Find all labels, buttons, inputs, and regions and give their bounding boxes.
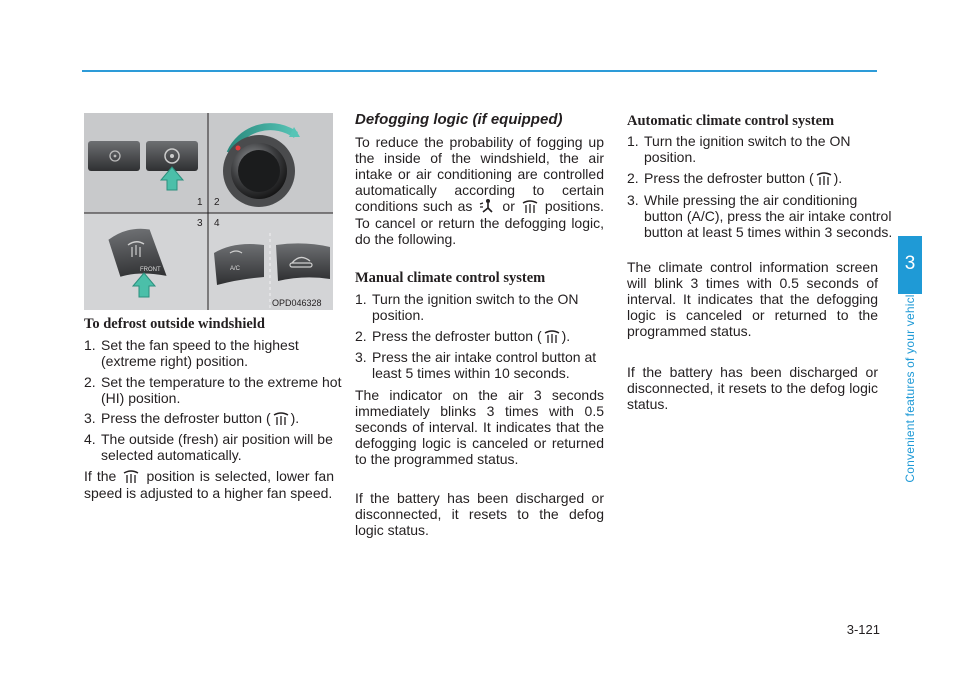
figure-illustration [84, 113, 333, 310]
figure-label-4: 4 [214, 218, 220, 229]
header-rule [82, 70, 877, 72]
front-defrost-icon [542, 328, 562, 345]
page-number: 3-121 [846, 622, 880, 637]
figure-label-3: 3 [197, 218, 203, 229]
front-defrost-icon [271, 410, 291, 427]
list-item: 1. Turn the ignition switch to the ON position. [355, 291, 579, 323]
list-item: 1. Turn the ignition switch to the ON position. [627, 133, 851, 165]
heading-defogging-logic: Defogging logic (if equipped) [355, 111, 563, 128]
front-defrost-icon [814, 170, 834, 187]
climate-control-figure [84, 113, 333, 310]
svg-text:FRONT: FRONT [140, 267, 161, 273]
fan-low-icon [88, 141, 140, 171]
list-item: 2. Press the defroster button ( ). [355, 328, 571, 344]
paragraph-fan-note: If the position is selected, lower fan speed is adjusted to a higher fan speed. [84, 468, 334, 501]
front-defrost-icon [121, 468, 141, 485]
heading-defrost-outside: To defrost outside windshield [84, 316, 265, 332]
figure-code: OPD046328 [272, 298, 322, 308]
list-item: 3. Press the defroster button ( ). [84, 410, 300, 426]
figure-label-2: 2 [214, 197, 220, 208]
list-item: 4. The outside (fresh) air position will be selected automatically. [84, 431, 333, 463]
figure-label-1: 1 [197, 197, 203, 208]
list-item: 2. Press the defroster button ( ). [627, 170, 843, 186]
chapter-title: Convenient features of your vehicle [903, 287, 917, 483]
list-item: 3. While pressing the air conditioning button (A/C), press the air intake control button at least 5 times within 3 seconds. [627, 192, 893, 240]
paragraph-indicator: The indicator on the air 3 seconds immediately blinks 3 times with 0.5 seconds of interval. It indicates that the defogging logic is canceled or returned to the programmed status. [355, 387, 604, 467]
floor-defrost-icon [477, 198, 497, 215]
front-defrost-icon [520, 198, 540, 215]
paragraph-intro: To reduce the probability of fogging up the inside of the windshield, the air intake or air conditioning are controlled automatically according to certain conditions such as or positions. To cancel or return the defogging logic, do the following. [355, 134, 605, 247]
svg-text:A/C: A/C [230, 266, 241, 272]
subheading-manual: Manual climate control system [355, 270, 546, 286]
chapter-number: 3 [904, 253, 916, 274]
list-item: 3. Press the air intake control button at least 5 times within 10 seconds. [355, 349, 597, 381]
heading-automatic: Automatic climate control system [627, 113, 835, 129]
list-item: 1. Set the fan speed to the highest (extreme right) position. [84, 337, 299, 369]
paragraph-battery: If the battery has been discharged or disconnected, it resets to the defog logic status. [627, 364, 878, 412]
paragraph-info-screen: The climate control information screen will blink 3 times with 0.5 seconds of interval. It indicates that the defogging logic is canceled or returned to the programmed status. [627, 259, 878, 339]
list-item: 2. Set the temperature to the extreme hot (HI) position. [84, 374, 342, 406]
recirculation-icon [276, 243, 330, 281]
paragraph-battery: If the battery has been discharged or disconnected, it resets to the defog logic status. [355, 490, 604, 538]
